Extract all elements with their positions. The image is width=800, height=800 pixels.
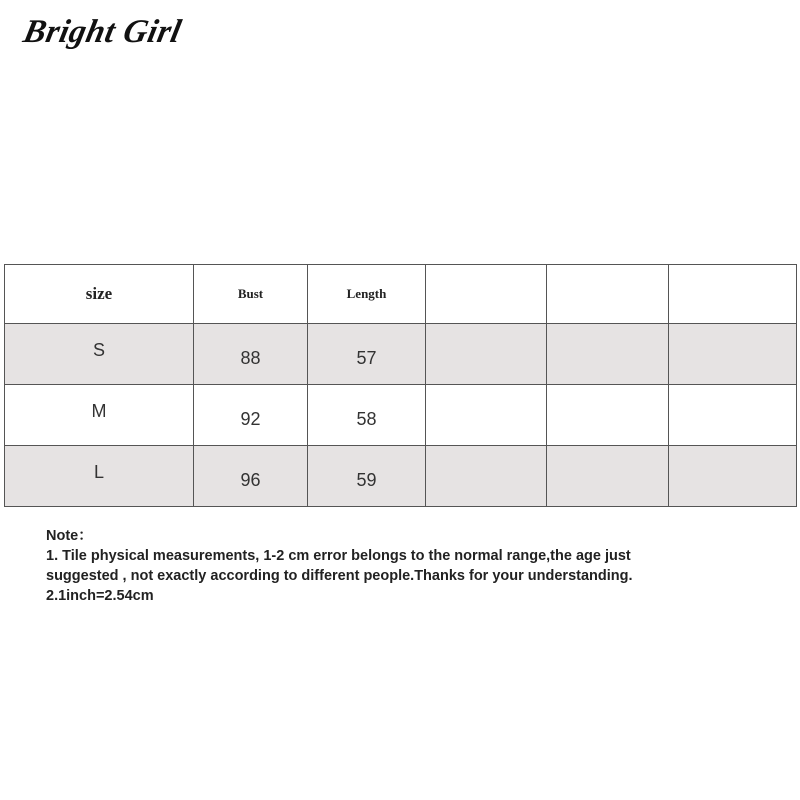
note-section: [46, 526, 786, 606]
brand-logo: Bright Girl: [20, 14, 185, 50]
length-cell: [308, 446, 426, 507]
note-line-3: 2.1inch=2.54cm: [46, 588, 154, 604]
header-length: Length: [308, 265, 426, 324]
bust-value: 88: [240, 348, 261, 368]
header-size: size: [5, 265, 194, 324]
size-value: M: [91, 401, 107, 421]
note-line-2: suggested , not exactly according to different people.Thanks for your understanding.: [46, 568, 633, 584]
size-cell: [5, 385, 194, 446]
bust-cell: [194, 324, 308, 385]
empty-cell: [547, 446, 669, 507]
empty-cell: [426, 385, 547, 446]
empty-cell: [547, 324, 669, 385]
bust-cell: [194, 446, 308, 507]
length-cell: [308, 385, 426, 446]
table-row: [5, 446, 797, 507]
empty-cell: [426, 324, 547, 385]
size-cell: [5, 324, 194, 385]
bust-value: 96: [240, 470, 261, 490]
header-empty-cell: [426, 265, 547, 324]
table-row: [5, 385, 797, 446]
length-value: 59: [356, 470, 377, 490]
empty-cell: [669, 446, 797, 507]
note-title: Note：: [46, 528, 93, 544]
size-chart-table: [4, 264, 797, 507]
table-header-row: [5, 265, 797, 324]
empty-cell: [669, 324, 797, 385]
header-empty-cell: [669, 265, 797, 324]
size-value: S: [92, 340, 105, 360]
empty-cell: [547, 385, 669, 446]
size-cell: [5, 446, 194, 507]
header-empty-cell: [547, 265, 669, 324]
length-value: 57: [356, 348, 377, 368]
length-value: 58: [356, 409, 377, 429]
note-line-1: 1. Tile physical measurements, 1-2 cm error belongs to the normal range,the age just: [46, 548, 631, 564]
empty-cell: [669, 385, 797, 446]
size-value: L: [93, 462, 104, 482]
table-row: [5, 324, 797, 385]
header-bust: Bust: [194, 265, 308, 324]
bust-cell: [194, 385, 308, 446]
empty-cell: [426, 446, 547, 507]
length-cell: [308, 324, 426, 385]
bust-value: 92: [240, 409, 261, 429]
